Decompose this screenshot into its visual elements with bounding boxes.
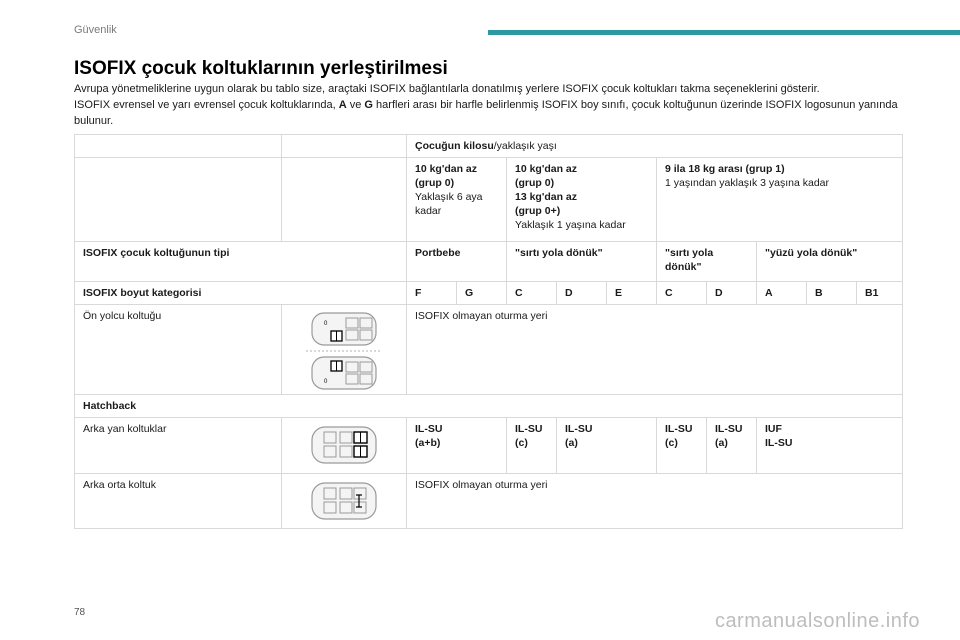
intro-letter-a: A [338, 99, 347, 111]
car-seat-diagram-icon [306, 424, 382, 466]
rear-center-label: Arka orta koltuk [75, 474, 282, 529]
group-0-age-2: kadar [415, 205, 442, 217]
rear-side-value-line1: IL-SU [665, 423, 693, 435]
front-passenger-row [75, 305, 903, 395]
car-seat-diagram-icon [306, 480, 382, 522]
front-passenger-value: ISOFIX olmayan oturma yeri [407, 305, 903, 395]
empty-cell [282, 135, 407, 158]
rear-side-value-line2: (a) [715, 437, 728, 449]
type-label: ISOFIX çocuk koltuğunun tipi [75, 242, 407, 282]
rear-side-value [657, 418, 707, 474]
body-type-row [75, 395, 903, 418]
rear-side-value-line2: (a+b) [415, 437, 441, 449]
rear-side-value-line2: (a) [565, 437, 578, 449]
group-1-cell [657, 158, 903, 242]
size-row [75, 282, 903, 305]
rear-side-value [507, 418, 557, 474]
group-0-name: (grup 0) [415, 177, 455, 189]
group-0-cell [407, 158, 507, 242]
size-cat-b: B [807, 282, 857, 305]
page-title: ISOFIX çocuk koltuklarının yerleştirilmesi [74, 58, 448, 79]
rear-center-row [75, 474, 903, 529]
group-1-weight: 9 ila 18 kg arası (grup 1) [665, 163, 785, 175]
empty-cell [75, 135, 282, 158]
size-cat-g: G [457, 282, 507, 305]
group-0plus-name-2: (grup 0+) [515, 205, 561, 217]
rear-center-value: ISOFIX olmayan oturma yeri [407, 474, 903, 529]
body-type-label: Hatchback [75, 395, 903, 418]
rear-side-value [407, 418, 507, 474]
group-0plus-weight-1: 10 kg'dan az [515, 163, 578, 175]
rear-side-value [557, 418, 657, 474]
rear-side-value-line1: IL-SU [415, 423, 443, 435]
empty-cell [75, 158, 282, 242]
intro-letter-g: G [364, 99, 373, 111]
group-0plus-weight-2: 13 kg'dan az [515, 191, 578, 203]
group-0-age-1: Yaklaşık 6 aya [415, 191, 483, 203]
size-cat-d: D [557, 282, 607, 305]
size-cat-c: C [507, 282, 557, 305]
group-1-age: 1 yaşından yaklaşık 3 yaşına kadar [665, 177, 830, 189]
weight-header-rest: /yaklaşık yaşı [493, 140, 557, 152]
weight-header [407, 135, 903, 158]
group-0plus-cell [507, 158, 657, 242]
type-row [75, 242, 903, 282]
rear-side-value [707, 418, 757, 474]
rear-side-diagram-cell [282, 418, 407, 474]
group-0-weight: 10 kg'dan az [415, 163, 478, 175]
type-rear-facing-1: "sırtı yola dönük" [507, 242, 657, 282]
front-passenger-label: Ön yolcu koltuğu [75, 305, 282, 395]
rear-side-value-line2: IL-SU [765, 437, 793, 449]
size-cat-e: E [607, 282, 657, 305]
type-portbebe: Portbebe [407, 242, 507, 282]
size-cat-c: C [657, 282, 707, 305]
size-label: ISOFIX boyut kategorisi [75, 282, 407, 305]
rear-side-value [757, 418, 903, 474]
rear-side-row [75, 418, 903, 474]
intro-paragraph-1: Avrupa yönetmeliklerine uygun olarak bu tablo size, araçtaki ISOFIX bağlantılarla donatılmış yerlere ISOFIX çocuk koltukları takma seçeneklerini gösterir. [74, 83, 820, 95]
intro-paragraph-2-part-2: ve [346, 99, 365, 111]
rear-side-value-line1: IUF [765, 423, 782, 435]
front-passenger-diagram-cell [282, 305, 407, 395]
watermark-text: carmanualsonline.info [714, 610, 920, 632]
rear-side-value-line1: IL-SU [565, 423, 593, 435]
isofix-table [74, 134, 903, 529]
group-0plus-name-1: (grup 0) [515, 177, 555, 189]
header-accent-bar [488, 30, 960, 35]
intro-text [74, 81, 904, 129]
empty-cell [282, 158, 407, 242]
rear-side-value-line2: (c) [665, 437, 678, 449]
size-cat-a: A [757, 282, 807, 305]
weight-header-bold: Çocuğun kilosu [415, 140, 494, 152]
rear-side-label: Arka yan koltuklar [75, 418, 282, 474]
rear-side-value-line2: (c) [515, 437, 528, 449]
size-cat-f: F [407, 282, 457, 305]
type-forward-facing: "yüzü yola dönük" [757, 242, 903, 282]
svg-text:0: 0 [324, 379, 328, 385]
page-number: 78 [74, 607, 86, 618]
group-0plus-age: Yaklaşık 1 yaşına kadar [515, 219, 626, 231]
size-cat-b1: B1 [857, 282, 903, 305]
weight-header-row [75, 135, 903, 158]
group-row [75, 158, 903, 242]
type-rear-facing-2: "sırtı yola dönük" [657, 242, 757, 282]
car-seat-diagram-icon [306, 311, 382, 391]
section-title: Güvenlik [74, 24, 117, 36]
rear-center-diagram-cell [282, 474, 407, 529]
rear-side-value-line1: IL-SU [715, 423, 743, 435]
svg-text:0: 0 [324, 321, 328, 327]
size-cat-d: D [707, 282, 757, 305]
intro-paragraph-2-part-1: ISOFIX evrensel ve yarı evrensel çocuk koltuklarında, [74, 99, 339, 111]
rear-side-value-line1: IL-SU [515, 423, 543, 435]
intro-paragraph-2-part-3: harfleri arası bir harfle belirlenmiş ISOFIX boy sınıfı, çocuk koltuğunun üzerinde ISOFIX logosunun yanında bulunur. [74, 99, 898, 127]
